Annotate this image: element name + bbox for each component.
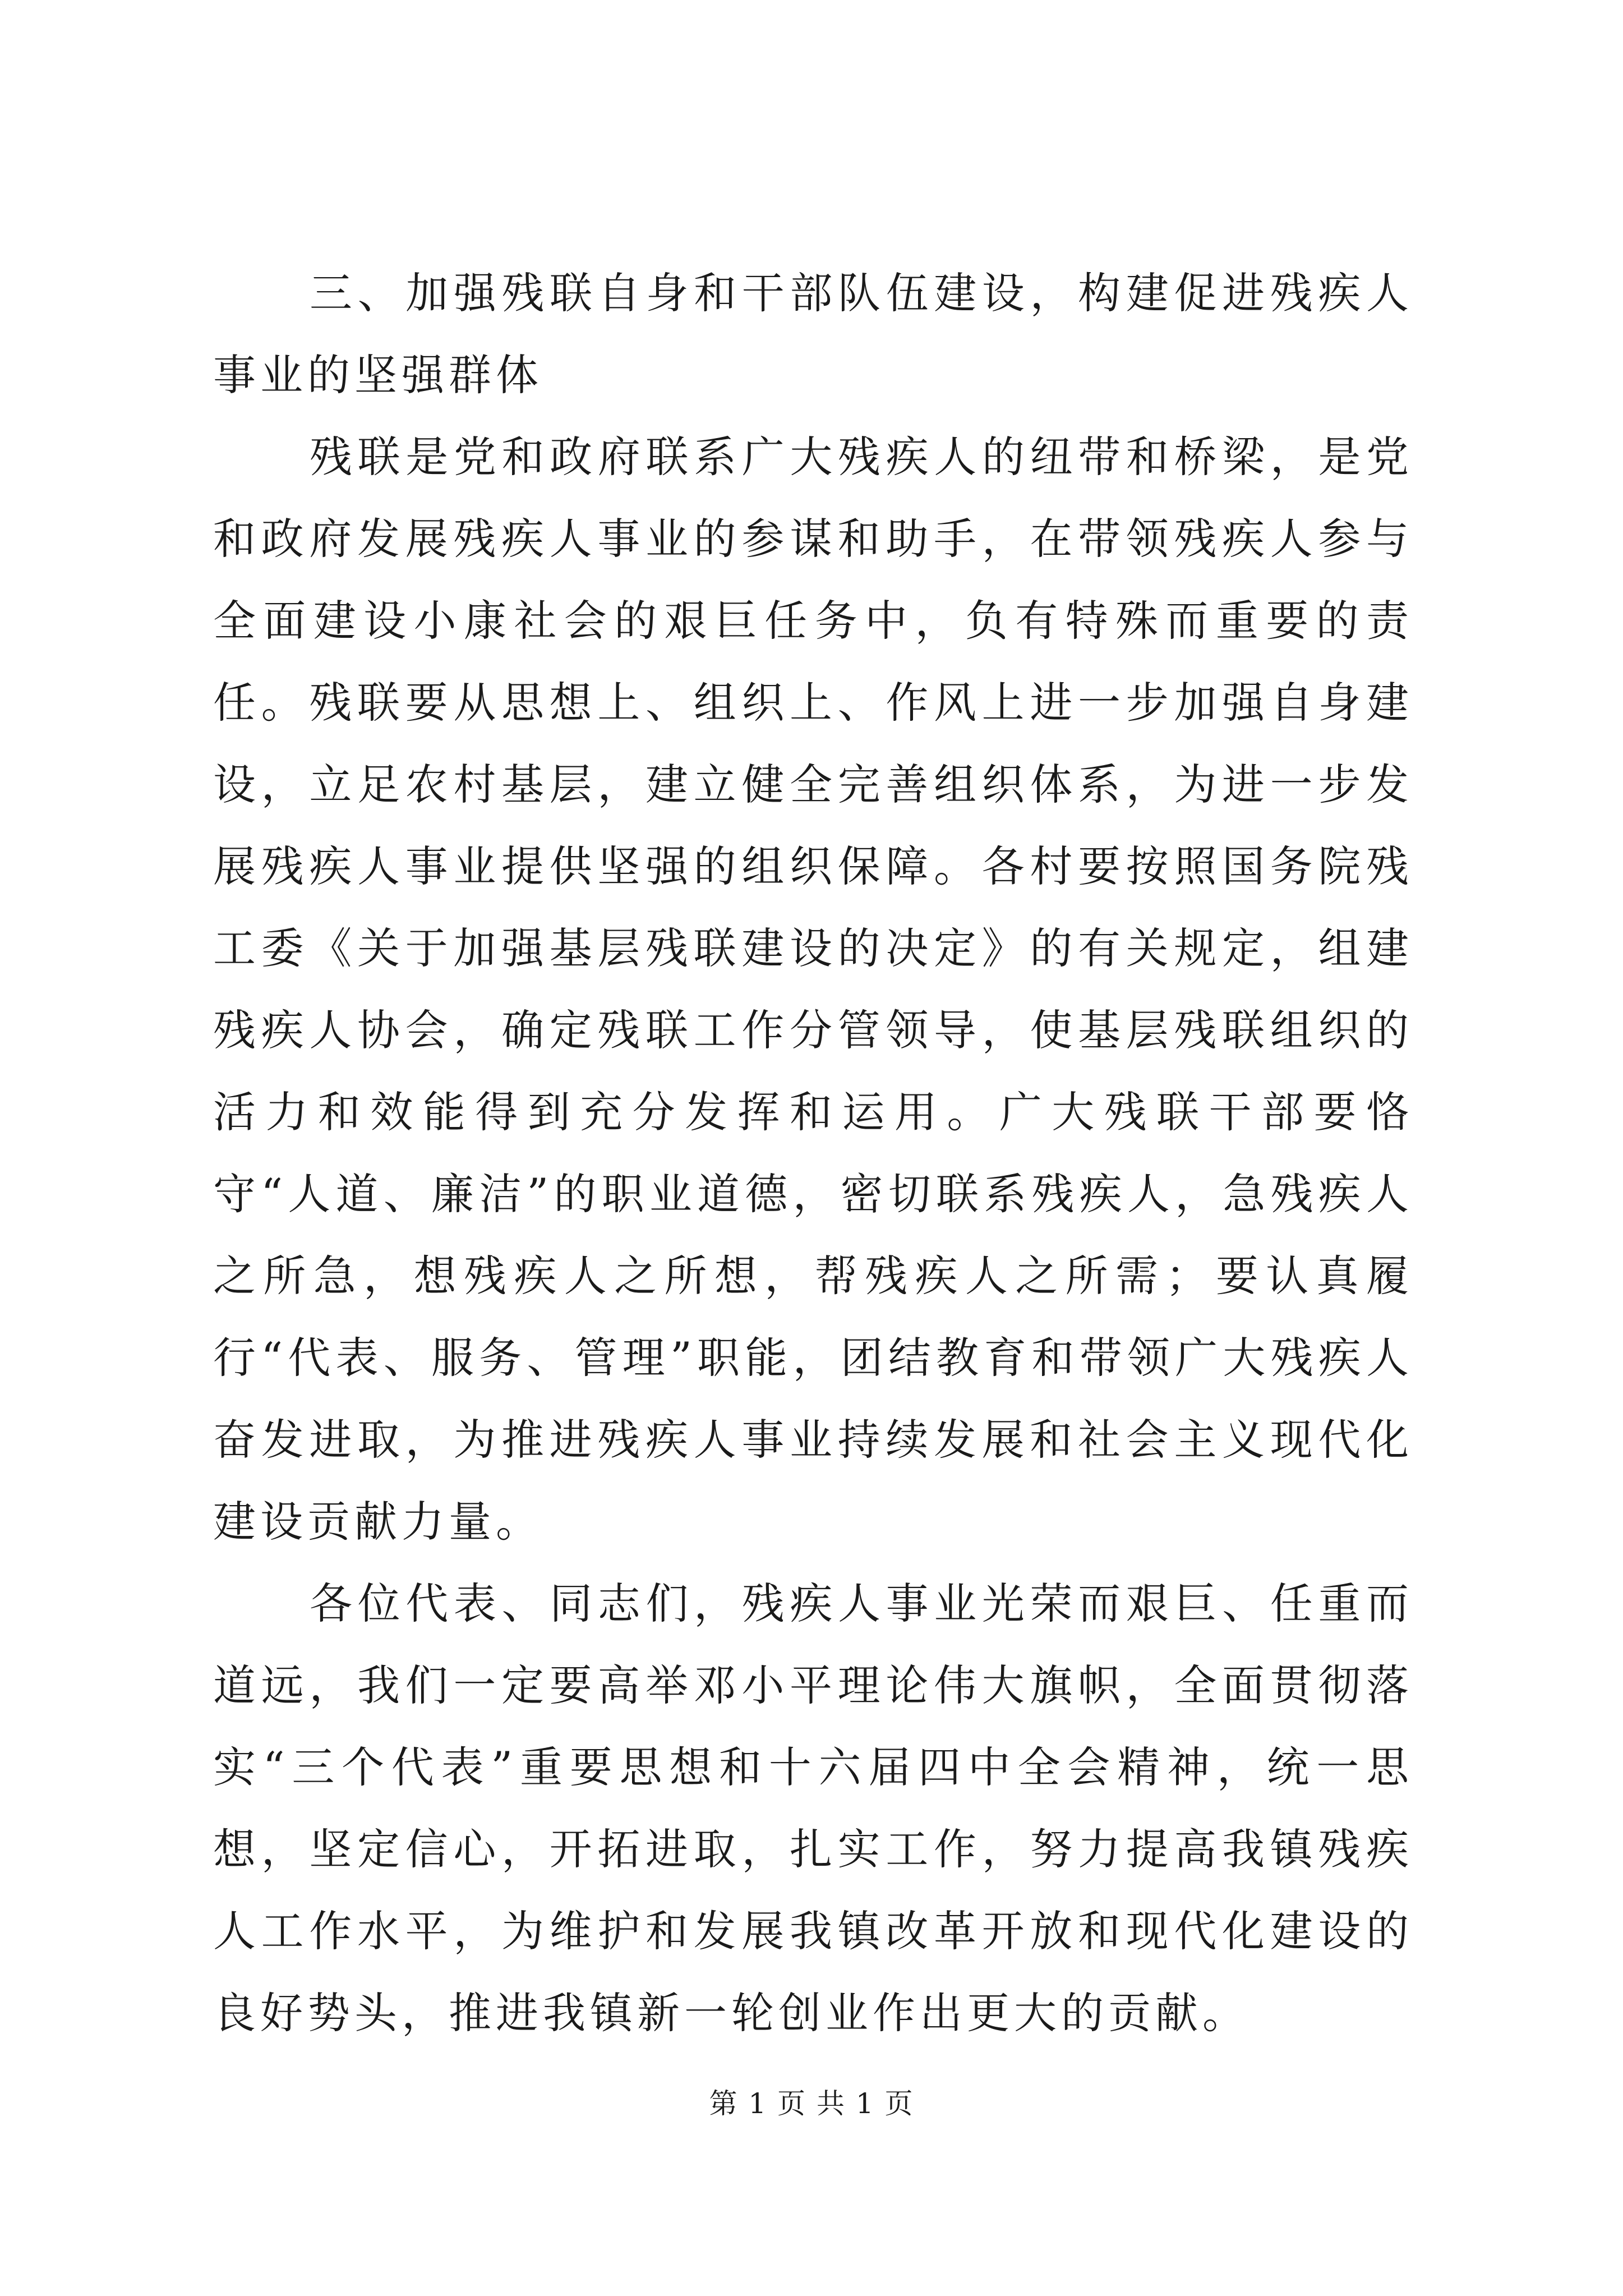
closing-paragraph: 各位代表、同志们，残疾人事业光荣而艰巨、任重而道远，我们一定要高举邓小平理论伟大旗帜，全面贯彻落实“三个代表”重要思想和十六届四中全会精神，统一思想，坚定信心，开拓进取，扎实工作，努力提高我镇残疾人工作水平，为维护和发展我镇改革开放和现代化建设的良好势头，推进我镇新一轮创业作出更大的贡献。: [213, 1579, 1413, 2038]
section-heading: 三、加强残联自身和干部队伍建设，构建促进残疾人事业的坚强群体: [213, 268, 1413, 400]
page-footer: 第 1 页 共 1 页: [709, 2087, 914, 2120]
document-body: [213, 252, 1413, 2054]
body-paragraph: 残联是党和政府联系广大残疾人的纽带和桥梁，是党和政府发展残疾人事业的参谋和助手，在带领残疾人参与全面建设小康社会的艰巨任务中，负有特殊而重要的责任。残联要从思想上、组织上、作风上进一步加强自身建设，立足农村基层，建立健全完善组织体系，为进一步发展残疾人事业提供坚强的组织保障。各村要按照国务院残工委《关于加强基层残联建设的决定》的有关规定，组建残疾人协会，确定残联工作分管领导，使基层残联组织的活力和效能得到充分发挥和运用。广大残联干部要恪守“人道、廉洁”的职业道德，密切联系残疾人，急残疾人之所急，想残疾人之所想，帮残疾人之所需；要认真履行“代表、服务、管理”职能，团结教育和带领广大残疾人奋发进取，为推进残疾人事业持续发展和社会主义现代化建设贡献力量。: [213, 432, 1413, 1547]
